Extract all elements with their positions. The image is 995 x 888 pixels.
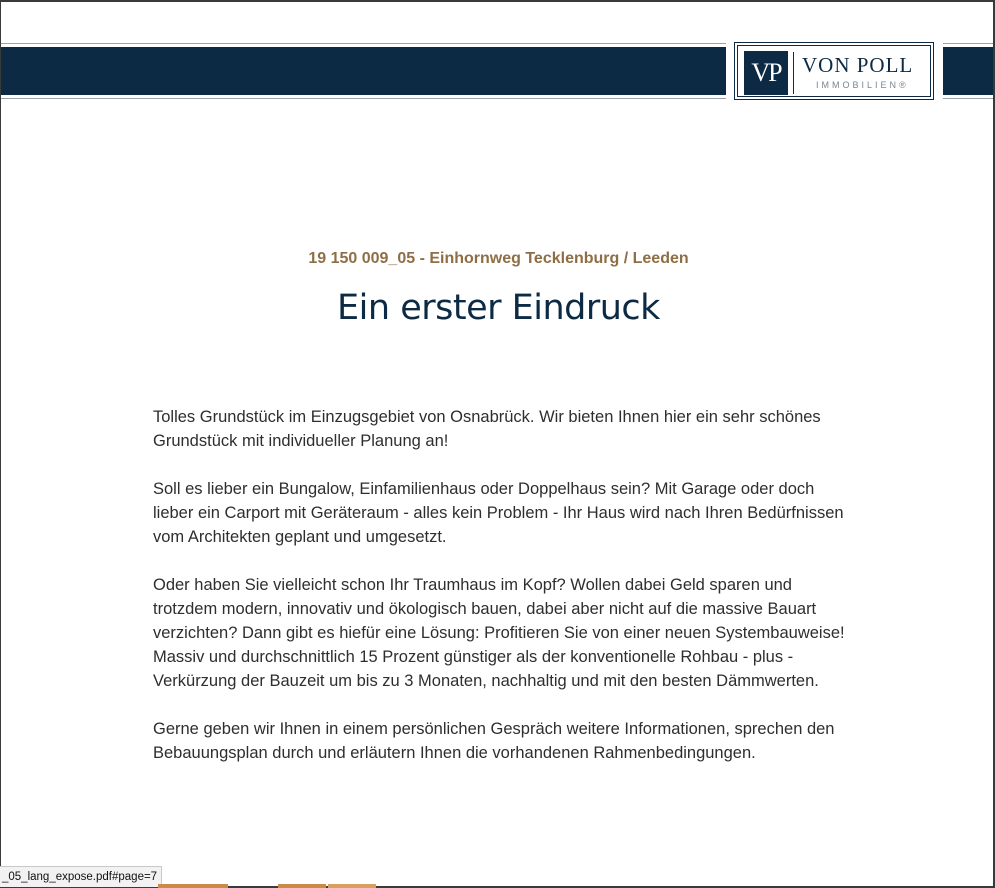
taskbar-item[interactable] <box>278 884 326 888</box>
header-rule-bottom-right <box>943 98 993 99</box>
logo-divider <box>793 52 794 94</box>
logo-monogram: VP <box>744 51 788 95</box>
property-reference: 19 150 009_05 - Einhornweg Tecklenburg / Leeden <box>308 250 689 267</box>
paragraph-house-types: Soll es lieber ein Bungalow, Einfamilienhaus oder Doppelhaus sein? Mit Garage oder doch lieber ein Carport mit Geräteraum - alles kein Problem - Ihr Haus wird nach Ihren Bedürfnissen vom Architekten geplant und umgesetzt. <box>153 480 844 546</box>
logo-name: VON POLL <box>802 53 914 77</box>
header-rule-top <box>1 43 726 44</box>
von-poll-logo <box>734 42 934 100</box>
taskbar-item[interactable] <box>328 884 376 888</box>
header-rule-bottom <box>1 98 726 99</box>
header-rule-top-right <box>943 43 993 44</box>
paragraph-intro: Tolles Grundstück im Einzugsgebiet von Osnabrück. Wir bieten Ihnen hier ein sehr schönes Grundstück mit individueller Planung an! <box>153 408 821 450</box>
pdf-page <box>1 2 993 886</box>
paragraph-building-method: Oder haben Sie vielleicht schon Ihr Traumhaus im Kopf? Wollen dabei Geld sparen und trotzdem modern, innovativ und ökologisch bauen, dabei aber nicht auf die massive Bauart verzichten? Dann gibt es hiefür eine Lösung: Profitieren Sie von einer neuen Systembauweise! Massiv und durchschnittlich 15 Prozent günstiger als der konventionelle Rohbau - plus - Verkürzung der Bauzeit um bis zu 3 Monaten, nachhaltig und mit den besten Dämmwerten. <box>153 576 845 690</box>
logo-subtitle: IMMOBILIEN® <box>816 80 909 90</box>
header-band-right <box>943 47 993 95</box>
status-bar-url: _05_lang_expose.pdf#page=7 <box>0 866 162 887</box>
paragraph-contact: Gerne geben wir Ihnen in einem persönlichen Gespräch weitere Informationen, sprechen den Bebauungsplan durch und erläutern Ihnen die vorhandenen Rahmenbedingungen. <box>153 720 835 762</box>
description-text <box>153 405 853 789</box>
logo-frame <box>737 45 931 97</box>
taskbar-item[interactable] <box>158 884 228 888</box>
header-band-left <box>1 47 726 95</box>
page-title: Ein erster Eindruck <box>337 288 660 328</box>
